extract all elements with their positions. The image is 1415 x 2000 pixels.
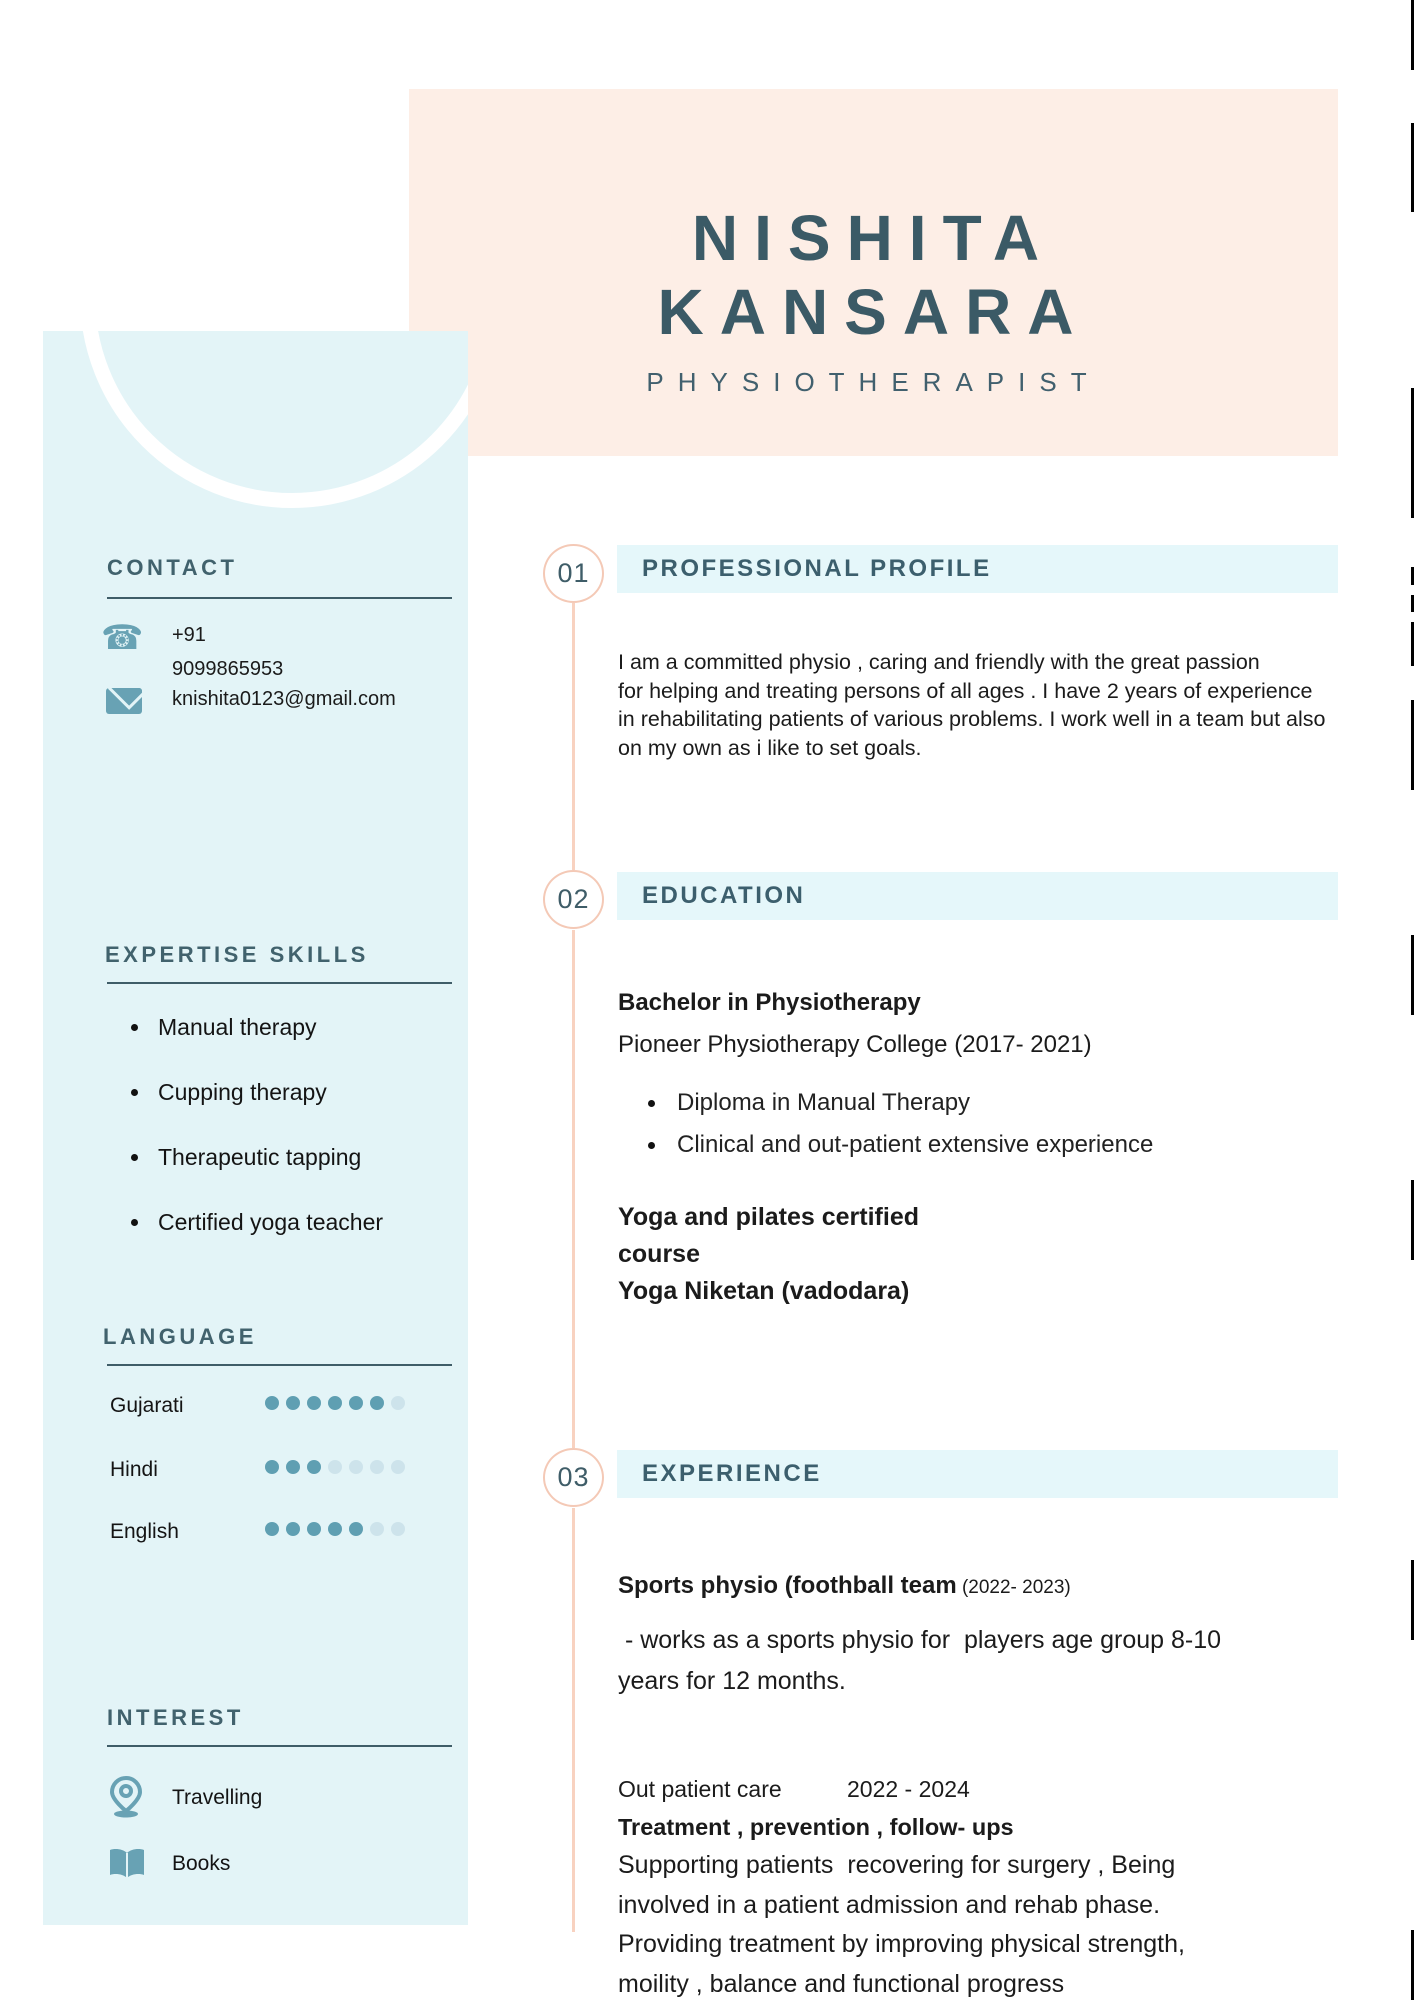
level-dot-filled: [286, 1460, 300, 1474]
education-bullet: Clinical and out-patient extensive experience: [648, 1131, 1153, 1159]
language-name: Hindi: [110, 1458, 158, 1481]
skill-item: Certified yoga teacher: [131, 1209, 383, 1236]
language-level-dots: [265, 1522, 405, 1536]
divider: [107, 1745, 452, 1747]
level-dot-filled: [307, 1460, 321, 1474]
level-dot-empty: [328, 1460, 342, 1474]
level-dot-empty: [391, 1460, 405, 1474]
experience-line: involved in a patient admission and rehab phase.: [618, 1890, 1161, 1919]
level-dot-filled: [286, 1396, 300, 1410]
language-level-dots: [265, 1460, 405, 1474]
job-name: Sports physio (foothball team: [618, 1572, 957, 1599]
job-dates: 2022 - 2024: [847, 1776, 970, 1802]
experience-line: moility , balance and functional progress: [618, 1969, 1065, 1998]
level-dot-filled: [328, 1522, 342, 1536]
header-block: [409, 89, 1338, 456]
certification-line: course: [618, 1240, 700, 1268]
job-dates: (2022- 2023): [956, 1577, 1071, 1598]
skills-heading: EXPERTISE SKILLS: [105, 942, 369, 967]
level-dot-empty: [370, 1522, 384, 1536]
phone-icon: ☎: [101, 619, 144, 657]
certification-line: Yoga Niketan (vadodara): [618, 1277, 910, 1305]
first-name: NISHITA: [691, 202, 1056, 274]
level-dot-empty: [370, 1460, 384, 1474]
experience-paragraph: [618, 1846, 1185, 2000]
experience-paragraph: [618, 1620, 1221, 1702]
section-number-badge: 03: [543, 1448, 604, 1507]
skill-item: Manual therapy: [131, 1014, 317, 1041]
divider: [107, 597, 452, 599]
edge-mark: [1411, 622, 1414, 666]
certification-block: [618, 1199, 919, 1310]
edge-mark: [1411, 700, 1414, 790]
interest-heading: INTEREST: [107, 1705, 244, 1730]
person-name: [409, 201, 1338, 349]
level-dot-filled: [307, 1522, 321, 1536]
edge-mark: [1411, 567, 1414, 585]
phone-prefix: +91: [172, 624, 206, 646]
sidebar: [43, 331, 468, 1925]
experience-line: years for 12 months.: [618, 1667, 846, 1695]
level-dot-filled: [328, 1396, 342, 1410]
level-dot-filled: [265, 1522, 279, 1536]
certification-line: Yoga and pilates certified: [618, 1203, 920, 1231]
profile-line: on my own as i like to set goals.: [618, 735, 922, 760]
divider: [107, 982, 452, 984]
section-banner: [617, 1450, 1338, 1498]
decorative-circle: [80, 331, 468, 508]
experience-subtitle: Treatment , prevention , follow- ups: [618, 1814, 1014, 1840]
edge-mark: [1411, 1560, 1414, 1640]
profile-line: for helping and treating persons of all ages . I have 2 years of experience: [618, 678, 1313, 703]
school-name: Pioneer Physiotherapy College (2017- 2021): [618, 1031, 1092, 1058]
section-number-badge: 02: [543, 870, 604, 929]
degree-title: Bachelor in Physiotherapy: [618, 989, 921, 1016]
section-title: EDUCATION: [642, 882, 806, 909]
language-level-dots: [265, 1396, 405, 1410]
section-title: EXPERIENCE: [642, 1460, 822, 1487]
edge-mark: [1411, 388, 1414, 518]
profile-paragraph: [618, 648, 1325, 762]
language-name: Gujarati: [110, 1394, 184, 1417]
location-pin-icon: [107, 1775, 145, 1824]
edge-mark: [1411, 935, 1414, 1015]
edge-mark: [1411, 0, 1414, 70]
profile-line: I am a committed physio , caring and friendly with the great passion: [618, 650, 1260, 674]
level-dot-filled: [286, 1522, 300, 1536]
experience-line: - works as a sports physio for players age group 8-10: [618, 1626, 1222, 1654]
last-name: KANSARA: [657, 276, 1090, 348]
interest-item: Travelling: [172, 1786, 263, 1809]
level-dot-empty: [391, 1522, 405, 1536]
level-dot-filled: [307, 1396, 321, 1410]
education-bullet: Diploma in Manual Therapy: [648, 1089, 970, 1117]
edge-mark: [1411, 1180, 1414, 1260]
contact-heading: CONTACT: [107, 555, 238, 580]
experience-line: Providing treatment by improving physical strength,: [618, 1930, 1185, 1958]
skill-item: Therapeutic tapping: [131, 1144, 361, 1171]
skill-item: Cupping therapy: [131, 1079, 327, 1106]
level-dot-filled: [265, 1396, 279, 1410]
timeline-connector: [572, 930, 575, 1448]
level-dot-filled: [349, 1522, 363, 1536]
level-dot-filled: [370, 1396, 384, 1410]
level-dot-filled: [265, 1460, 279, 1474]
divider: [107, 1364, 452, 1366]
language-heading: LANGUAGE: [103, 1324, 257, 1349]
section-title: PROFESSIONAL PROFILE: [642, 555, 992, 582]
edge-mark: [1411, 123, 1414, 212]
edge-mark: [1411, 1930, 1414, 2000]
phone-number: 9099865953: [172, 658, 284, 680]
level-dot-filled: [349, 1396, 363, 1410]
language-name: English: [110, 1520, 179, 1543]
timeline-connector: [572, 1508, 575, 1932]
timeline-connector: [572, 603, 575, 870]
edge-mark: [1411, 595, 1414, 612]
section-banner: [617, 872, 1338, 920]
section-banner: [617, 545, 1338, 593]
profile-line: in rehabilitating patients of various problems. I work well in a team but also: [618, 707, 1326, 731]
level-dot-empty: [391, 1396, 405, 1410]
level-dot-empty: [349, 1460, 363, 1474]
email-address: knishita0123@gmail.com: [172, 688, 396, 710]
section-number-badge: 01: [543, 544, 604, 603]
interest-item: Books: [172, 1852, 231, 1875]
envelope-icon: [106, 688, 142, 714]
experience-entry-title: Out patient care: [618, 1776, 782, 1802]
open-book-icon: [107, 1847, 147, 1886]
job-title: PHYSIOTHERAPIST: [646, 367, 1101, 397]
experience-entry-title: [618, 1572, 1071, 1600]
experience-line: Supporting patients recovering for surgery , Being: [618, 1851, 1176, 1879]
